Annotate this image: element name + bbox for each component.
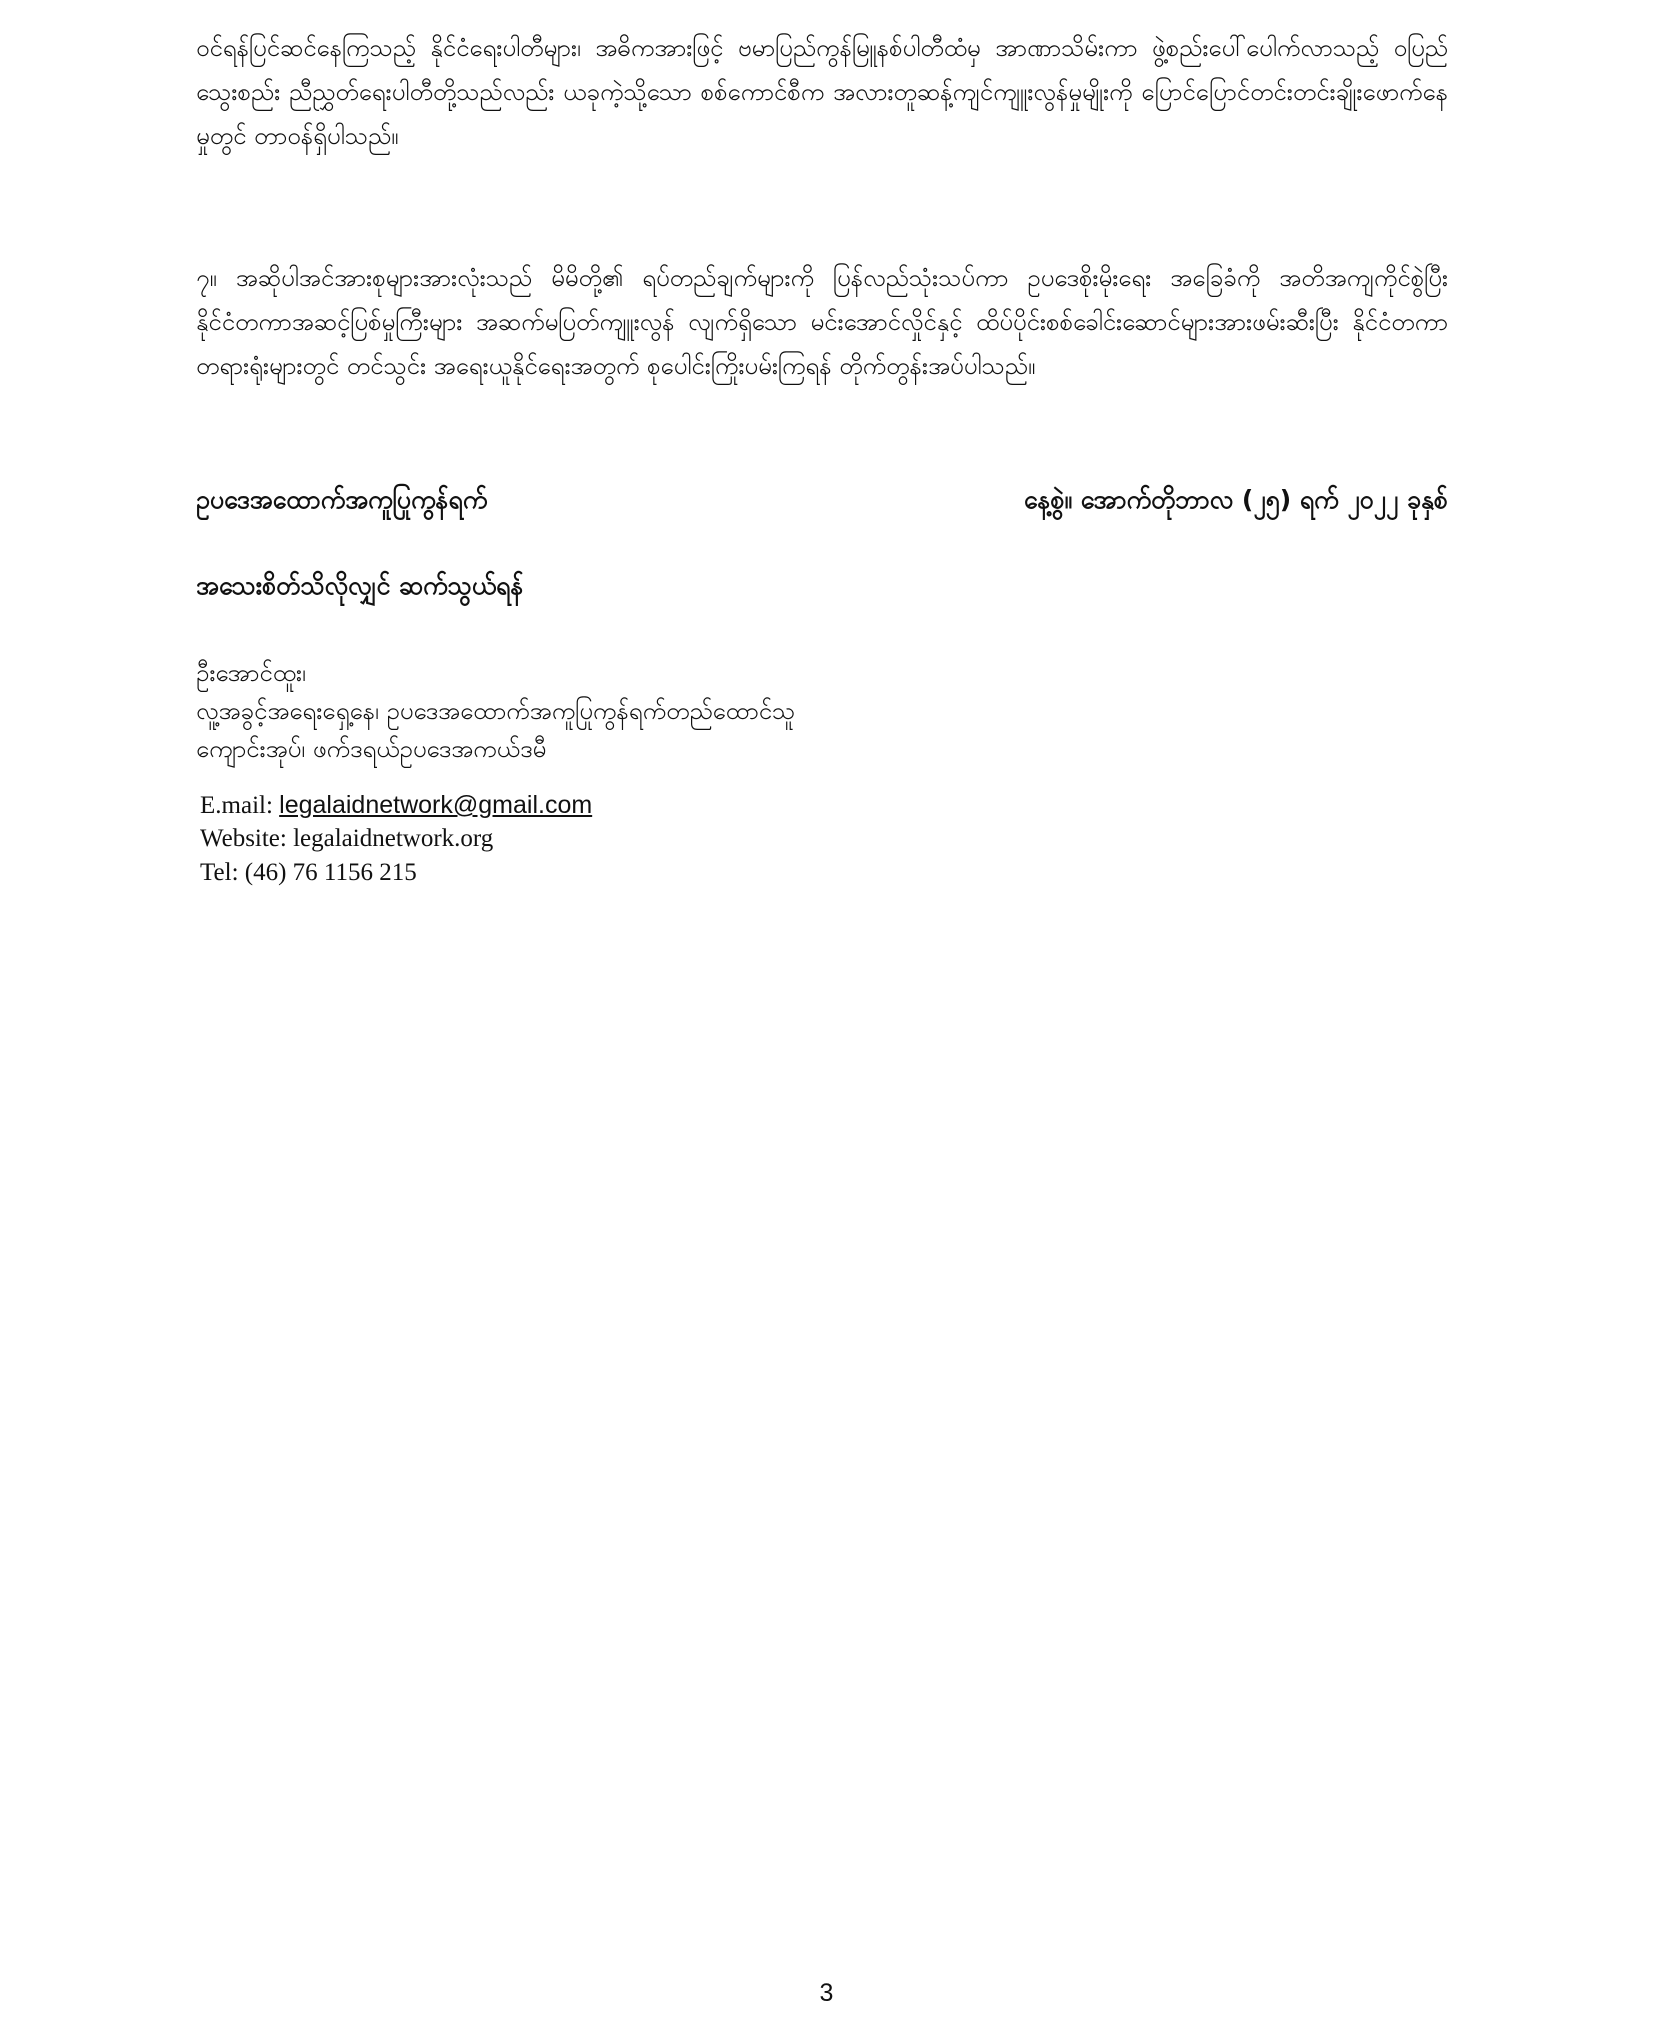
contact-person-affiliation: ကျောင်းအုပ်၊ ဖက်ဒရယ်ဥပဒေအကယ်ဒမီ bbox=[196, 735, 547, 763]
contact-person-name: ဦးအောင်ထူး၊ bbox=[196, 659, 306, 687]
paragraph-7: ၇။ အဆိုပါအင်အားစုများအားလုံးသည် မိမိတို့၏ ရပ်တည်ချက်များကို ပြန်လည်သုံးသပ်ကာ ဥပဒေစိုးမိုးရေး အခြေခံကို အတိအကျကိုင်စွဲပြီး နိုင်ငံတကာအဆင့်ပြစ်မှုကြီးများ အဆက်မပြတ်ကျူးလွန် လျက်ရှိသော မင်းအောင်လှိုင်နှင့် ထိပ်ပိုင်းစစ်ခေါင်းဆောင်များအားဖမ်းဆီးပြီး နိုင်ငံတကာတရားရုံးများတွင် တင်သွင်း အရေးယူနိုင်ရေးအတွက် စုပေါင်းကြိုးပမ်းကြရန် တိုက်တွန်းအပ်ပါသည်။ bbox=[196, 264, 1448, 380]
organization-name: ဥပဒေအထောက်အကူပြုကွန်ရက် bbox=[196, 485, 488, 514]
contact-heading: အသေးစိတ်သိလိုလျှင် ဆက်သွယ်ရန် bbox=[196, 571, 524, 600]
signature-heading-row bbox=[196, 476, 1448, 524]
website-line: Website: legalaidnetwork.org bbox=[200, 825, 494, 852]
telephone-line: Tel: (46) 76 1156 215 bbox=[200, 859, 417, 886]
email-line bbox=[200, 788, 592, 823]
paragraph-continuation: ဝင်ရန်ပြင်ဆင်နေကြသည့် နိုင်ငံရေးပါတီများ၊ အဓိကအားဖြင့် ဗမာပြည်ကွန်မြူနစ်ပါတီထံမှ အာဏာသိမ်းကာ ဖွဲ့စည်းပေါ်ပေါက်လာသည့် ဝပြည်သွေးစည်း ညီညွှတ်ရေးပါတီတို့သည်လည်း ယခုကဲ့သို့သော စစ်ကောင်စီက အလားတူဆန့်ကျင်ကျူးလွန်မှုမျိုးကို ပြောင်ပြောင်တင်းတင်းချိုးဖောက်နေမှုတွင် တာဝန်ရှိပါသည်။ bbox=[196, 34, 1448, 150]
email-label: E.mail: bbox=[200, 792, 280, 819]
contact-person-role: လူ့အခွင့်အရေးရှေ့နေ၊ ဥပဒေအထောက်အကူပြုကွန်ရက်တည်ထောင်သူ bbox=[196, 697, 796, 725]
page-number: 3 bbox=[819, 1979, 834, 2007]
email-link[interactable]: legalaidnetwork@gmail.com bbox=[279, 791, 593, 819]
statement-date: နေ့စွဲ။ အောက်တိုဘာလ (၂၅) ရက် ၂၀၂၂ ခုနှစ် bbox=[1023, 485, 1448, 514]
